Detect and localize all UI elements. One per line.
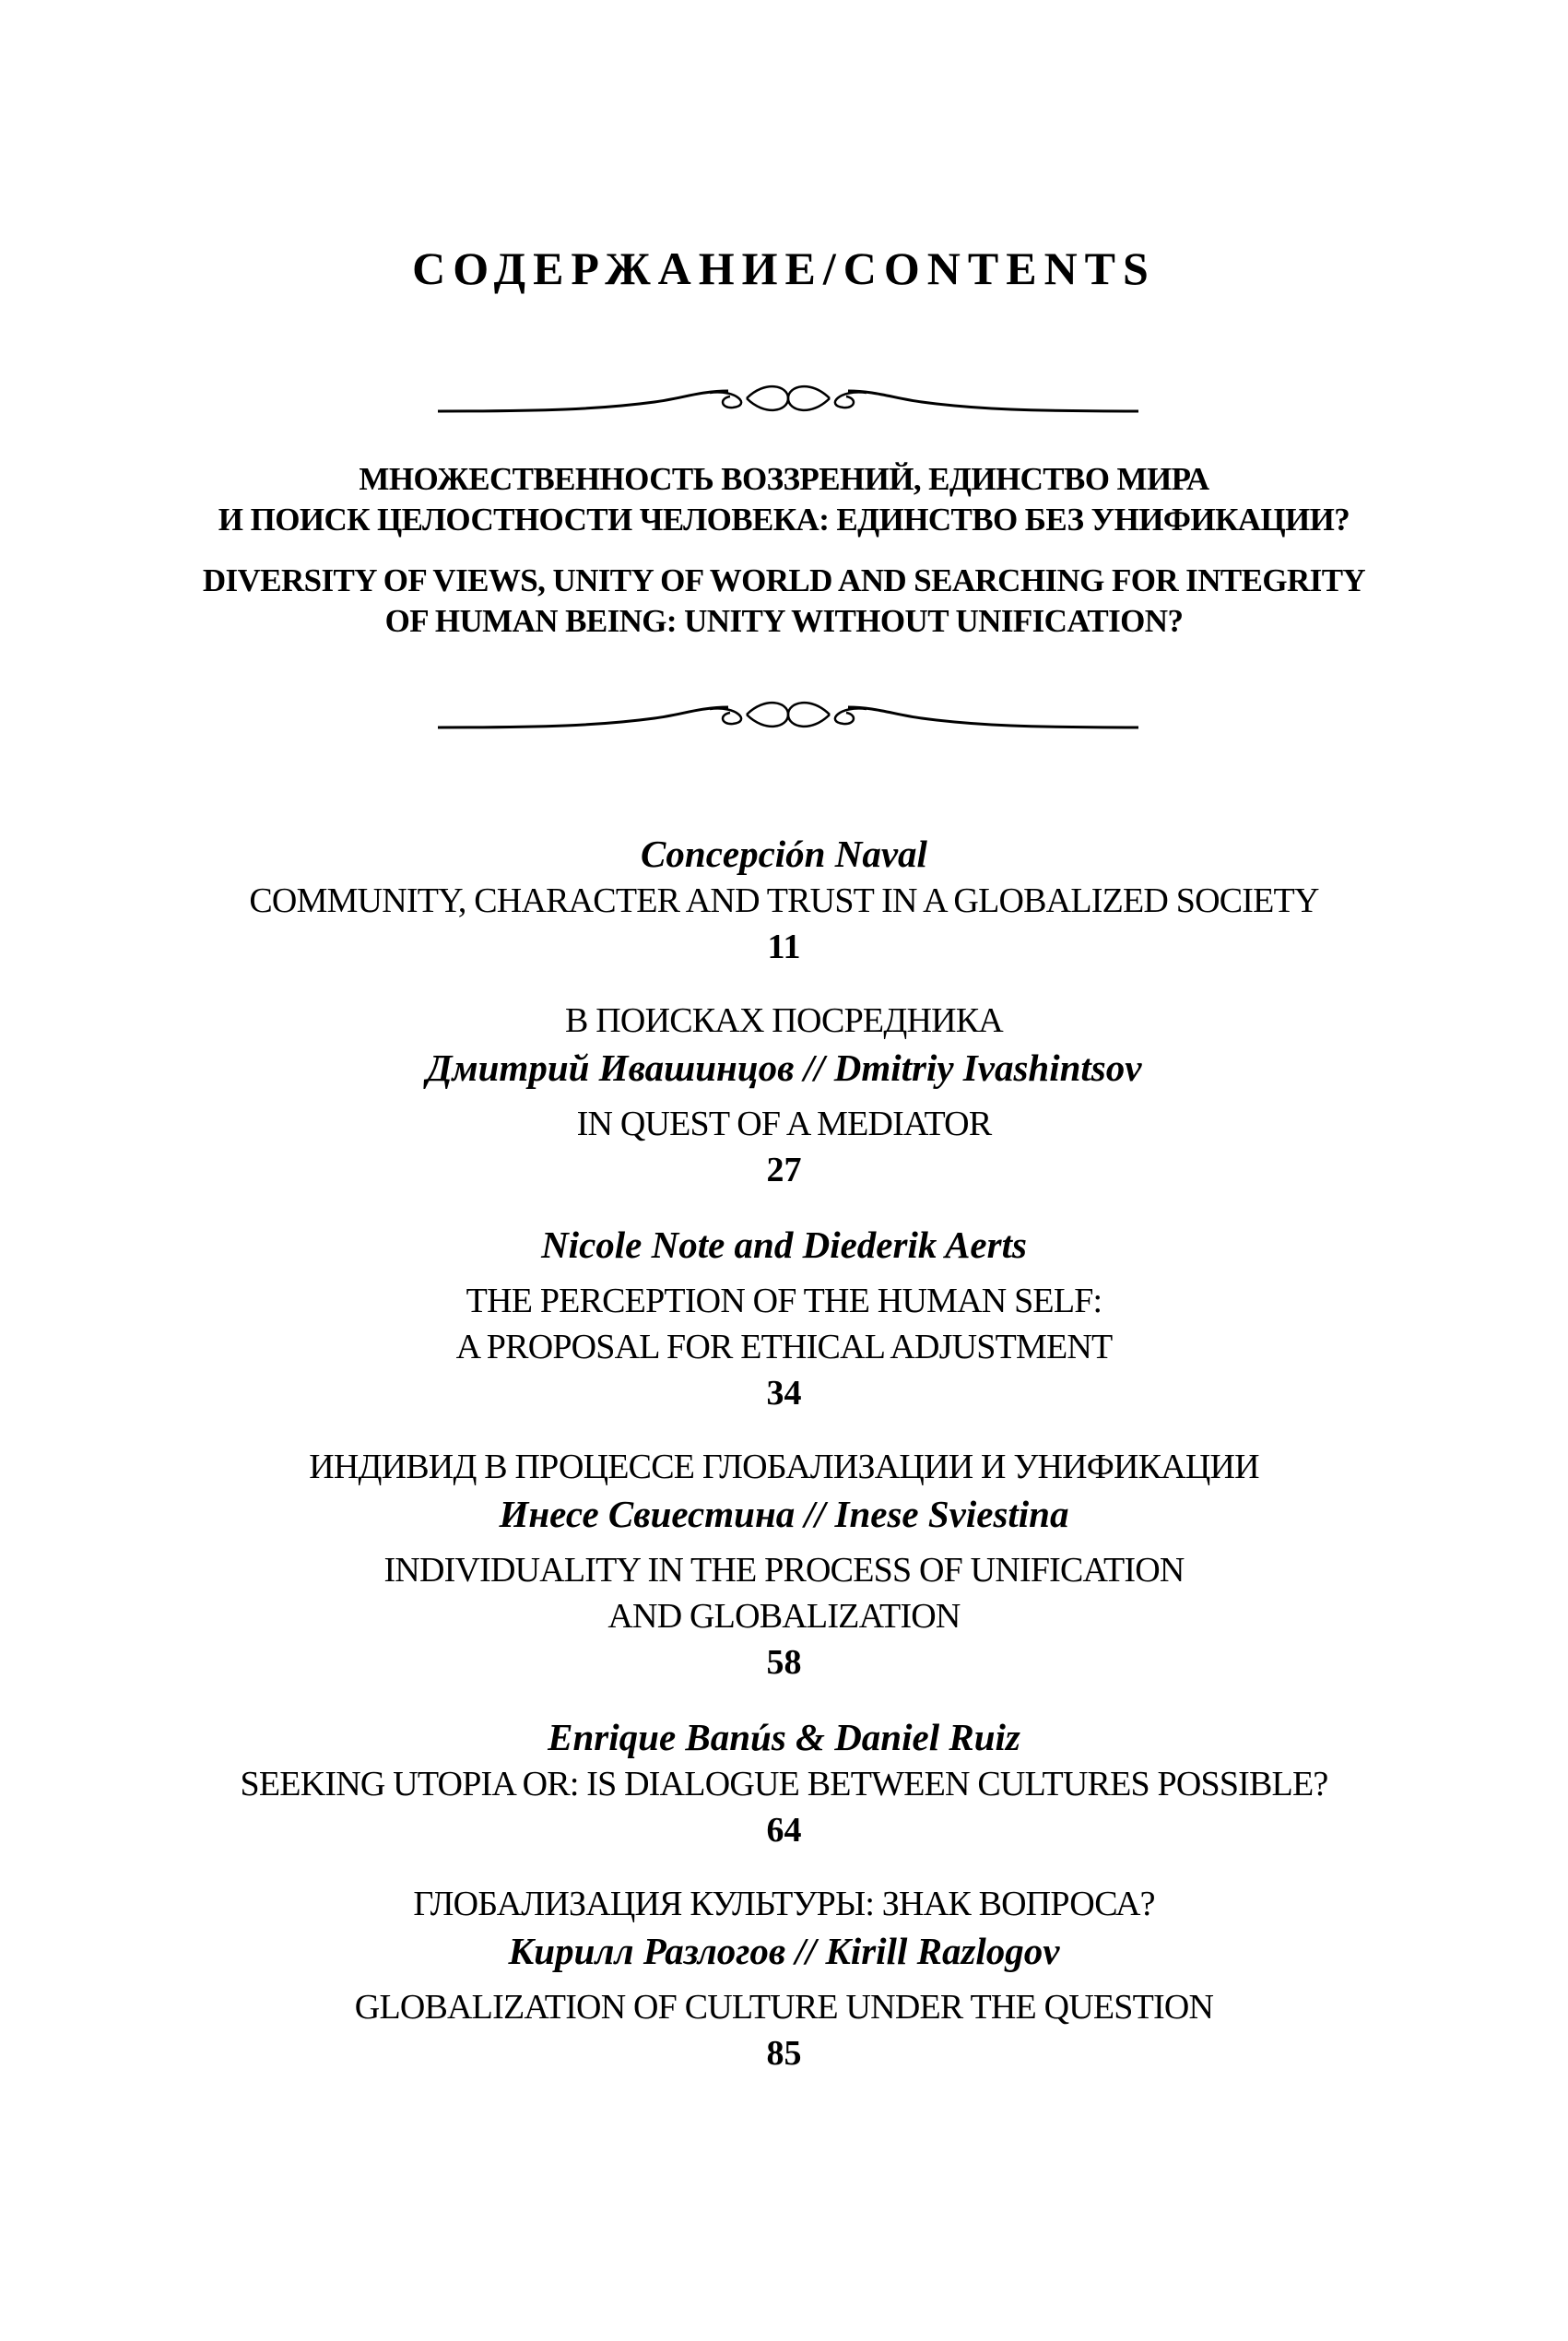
section-heading-en xyxy=(0,561,1568,642)
contents-entry[interactable] xyxy=(0,830,1568,970)
page-title: СОДЕРЖАНИЕ/CONTENTS xyxy=(412,242,1156,294)
entry-title-ru: ИНДИВИД В ПРОЦЕССЕ ГЛОБАЛИЗАЦИИ И УНИФИКАЦИИ xyxy=(309,1448,1259,1486)
entry-title-en: THE PERCEPTION OF THE HUMAN SELF: xyxy=(466,1282,1102,1320)
contents-entry[interactable] xyxy=(0,1713,1568,1853)
flourish-ornament-icon xyxy=(433,378,1143,433)
contents-entry[interactable] xyxy=(0,1444,1568,1685)
entry-author: Дмитрий Ивашинцов // Dmitriy Ivashintsov xyxy=(426,1046,1142,1089)
section-heading-ru-line: И ПОИСК ЦЕЛОСТНОСТИ ЧЕЛОВЕКА: ЕДИНСТВО БЕЗ УНИФИКАЦИИ? xyxy=(218,502,1350,538)
entry-author: Enrique Banús & Daniel Ruiz xyxy=(548,1716,1020,1758)
entry-page-number: 11 xyxy=(767,928,801,966)
section-heading-en-line: DIVERSITY OF VIEWS, UNITY OF WORLD AND SEARCHING FOR INTEGRITY xyxy=(202,562,1366,598)
contents-entry[interactable] xyxy=(0,1881,1568,2076)
entry-page-number: 58 xyxy=(766,1643,802,1682)
entry-author: Nicole Note and Diederik Aerts xyxy=(541,1224,1027,1266)
section-heading-ru-line: МНОЖЕСТВЕННОСТЬ ВОЗЗРЕНИЙ, ЕДИНСТВО МИРА xyxy=(359,461,1209,497)
contents-list xyxy=(0,830,1568,2104)
entry-page-number: 34 xyxy=(766,1374,802,1413)
flourish-divider-bottom xyxy=(433,694,1143,750)
entry-author: Кирилл Разлогов // Kirill Razlogov xyxy=(508,1930,1060,1972)
entry-author: Concepción Naval xyxy=(641,833,927,875)
flourish-ornament-icon xyxy=(433,694,1143,750)
entry-page-number: 64 xyxy=(766,1811,802,1850)
entry-title-en: COMMUNITY, CHARACTER AND TRUST IN A GLOBALIZED SOCIETY xyxy=(249,881,1319,920)
contents-entry[interactable] xyxy=(0,1221,1568,1416)
entry-title-ru: В ПОИСКАХ ПОСРЕДНИКА xyxy=(565,1001,1003,1040)
entry-title-en: GLOBALIZATION OF CULTURE UNDER THE QUESTION xyxy=(354,1988,1214,2027)
entry-title-en: AND GLOBALIZATION xyxy=(607,1597,961,1636)
entry-title-en: INDIVIDUALITY IN THE PROCESS OF UNIFICATION xyxy=(383,1551,1185,1590)
entry-page-number: 27 xyxy=(766,1151,802,1189)
contents-entry[interactable] xyxy=(0,998,1568,1193)
entry-title-en: SEEKING UTOPIA OR: IS DIALOGUE BETWEEN CULTURES POSSIBLE? xyxy=(240,1765,1328,1803)
entry-title-en: IN QUEST OF A MEDIATOR xyxy=(576,1105,992,1143)
entry-title-en: A PROPOSAL FOR ETHICAL ADJUSTMENT xyxy=(455,1328,1113,1366)
flourish-divider-top xyxy=(433,378,1143,433)
section-heading-en-line: OF HUMAN BEING: UNITY WITHOUT UNIFICATION? xyxy=(384,603,1184,639)
entry-author: Инесе Свиестина // Inese Sviestina xyxy=(499,1493,1069,1535)
entry-page-number: 85 xyxy=(766,2034,802,2073)
entry-title-ru: ГЛОБАЛИЗАЦИЯ КУЛЬТУРЫ: ЗНАК ВОПРОСА? xyxy=(413,1885,1155,1923)
section-heading-ru xyxy=(0,459,1568,540)
